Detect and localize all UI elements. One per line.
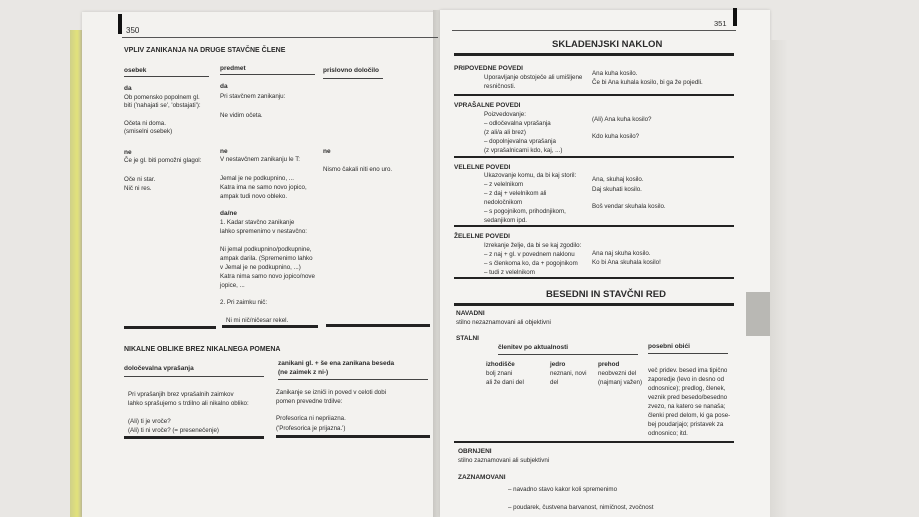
text-line: (Ali) ti ni vroče? (= presenečenje) [128, 427, 219, 434]
example-line: Boš vendar skuhala kosilo. [592, 203, 666, 210]
text-line: – z naj + gl. v povednem naklonu [484, 251, 575, 258]
text-line: – s pogojnikom, prihodnjikom, [484, 208, 566, 215]
section-rule [124, 436, 264, 439]
block-label: VPRAŠALNE POVEDI [454, 102, 521, 109]
column-header: členitev po aktualnosti [498, 344, 569, 351]
text-line: Oče ni star. [124, 176, 156, 183]
text-line: 2. Pri zaimku nič: [220, 299, 268, 306]
text-line: – poudarek, čustvena barvanost, nimičnost, zvočnost [508, 504, 654, 511]
text-line: V nestavčnem zanikanju le T: [220, 156, 301, 163]
ne-label: ne [220, 148, 228, 155]
text-line: odnosnice); predlog, členek, [648, 385, 726, 392]
column-rule [278, 379, 428, 380]
text-line: ampak tudi novo obleko. [220, 193, 288, 200]
section-rule [276, 435, 430, 438]
text-line: ali že dani del [486, 379, 524, 386]
column-header: (ne zaimek z ni-) [278, 369, 329, 376]
text-line: Ob pomensko popolnem gl. [124, 94, 200, 101]
block-label: OBRNJENI [458, 448, 492, 455]
sub-header: jedro [550, 361, 566, 368]
text-line: – z daj + velelnikom ali [484, 190, 547, 197]
example-line: Če bi Ana kuhala kosilo, bi ga že pojedli. [592, 79, 703, 86]
text-line: več pridev. besed ima tipično [648, 367, 728, 374]
block-rule [454, 225, 734, 227]
ne-label: ne [323, 148, 331, 155]
column-rule [648, 353, 728, 354]
text-line: Ukazovanje komu, da bi kaj storil: [484, 172, 577, 179]
text-line: Pri stavčnem zanikanju: [220, 93, 286, 100]
text-line: neznani, novi [550, 370, 587, 377]
example-line: Daj skuhati kosilo. [592, 186, 642, 193]
heading-rule [454, 53, 734, 56]
section-heading: BESEDNI IN STAVČNI RED [546, 289, 666, 300]
text-line: resničnosti. [484, 83, 516, 90]
text-line: – tudi z velelnikom [484, 269, 535, 276]
text-line: sedanjikom ipd. [484, 217, 527, 224]
block-label: ZAZNAMOVANI [458, 474, 506, 481]
column-header: prislovno določilo [323, 67, 379, 74]
example-line: (Ali) Ana kuha kosilo? [592, 116, 652, 123]
text-line: – navadno stavo kakor koli spremenimo [508, 486, 618, 493]
text-line: v Jemal je ne podkupnino, ...) [220, 264, 301, 271]
sub-header: izhodišče [486, 361, 515, 368]
example-line: Ana, skuhaj kosilo. [592, 176, 644, 183]
text-line: (najmanj važen) [598, 379, 643, 386]
dane-label: da/ne [220, 210, 237, 217]
page-marker-bar [733, 8, 737, 26]
heading-rule [454, 303, 734, 306]
text-line: (z ali/a ali brez) [484, 129, 526, 136]
column-rule [124, 376, 264, 377]
header-rule [122, 37, 438, 38]
block-label: ŽELELNE POVEDI [454, 233, 510, 240]
text-line: Izrekanje želje, da bi se kaj zgodilo: [484, 242, 582, 249]
text-line: lahko spremenimo v nestavčno: [220, 228, 308, 235]
text-line: biti ('nahajati se', 'obstajati'): [124, 102, 201, 109]
column-header: predmet [220, 65, 246, 72]
text-line: lahko sprašujemo s trdilno ali nikalno obliko: [128, 400, 249, 407]
text-line: – s členkoma ko, da + pogojnikom [484, 260, 578, 267]
text-line: ampak darila. (Spremenimo lahko [220, 255, 313, 262]
section-rule [124, 326, 216, 329]
ne-label: ne [124, 149, 132, 156]
text-line: del [550, 379, 559, 386]
column-rule [220, 74, 315, 75]
section-rule [326, 324, 430, 327]
text-line: ('Profesorica je prijazna.') [276, 425, 346, 432]
text-line: 1. Kadar stavčno zanikanje [220, 219, 295, 226]
text-line: Poizvedovanje: [484, 111, 526, 118]
page-tab-marker [746, 292, 770, 336]
block-rule [454, 94, 734, 96]
text-line: bej poudarjajo; pristavek za [648, 421, 724, 428]
da-label: da [124, 85, 132, 92]
da-label: da [220, 83, 228, 90]
text-line: (Ali) ti je vroče? [128, 418, 171, 425]
text-line: členki pred delom, ki ga pose- [648, 412, 731, 419]
column-rule [498, 354, 638, 355]
block-rule [454, 277, 734, 279]
text-line: – odločevalna vprašanja [484, 120, 551, 127]
section-title: VPLIV ZANIKANJA NA DRUGE STAVČNE ČLENE [124, 47, 286, 54]
block-rule [454, 156, 734, 158]
page-edge-left [70, 30, 82, 517]
block-label: VELELNE POVEDI [454, 164, 511, 171]
text-line: – dopolnjevalna vprašanja [484, 138, 556, 145]
page-marker-bar [118, 14, 122, 34]
example-line: Ko bi Ana skuhala kosilo! [592, 259, 661, 266]
block-label: NAVADNI [456, 310, 485, 317]
text-line: nedoločnikom [484, 199, 523, 206]
sub-header: prehod [598, 361, 620, 368]
text-line: Katra nima samo novo jopico/nove [220, 273, 315, 280]
text-line: Ne vidim očeta. [220, 112, 263, 119]
example-line: Ana kuha kosilo. [592, 70, 638, 77]
block-label: STALNI [456, 335, 479, 342]
text-line: Pri vprašanjih brez vprašalnih zaimkov [128, 391, 234, 398]
left-page-number: 350 [126, 26, 140, 35]
text-line: Ni mi nič/ničesar rekel. [226, 317, 289, 324]
text-line: – z velelnikom [484, 181, 524, 188]
text-line: Zanikanje se izniči in poved v celoti dobi [276, 389, 387, 396]
section-title: NIKALNE OBLIKE BREZ NIKALNEGA POMENA [124, 346, 281, 353]
text-line: Če je gl. biti pomožni glagol: [124, 157, 202, 164]
text-line: Ni jemal podkupnino/podkupnine, [220, 246, 312, 253]
text-line: Očeta ni doma. [124, 120, 166, 127]
block-label: PRIPOVEDNE POVEDI [454, 65, 523, 72]
text-line: odnosnico; itd. [648, 430, 688, 437]
column-rule [124, 76, 209, 77]
example-line: Kdo kuha kosilo? [592, 133, 640, 140]
right-page-number: 351 [714, 19, 727, 28]
column-header: posebni obići [648, 343, 690, 350]
text-line: pomen prevedne trdilve: [276, 398, 343, 405]
text-line: neobvezni del [598, 370, 637, 377]
page-edge-right [770, 40, 788, 517]
text-line: stilno nezaznamovani ali objektivni [456, 319, 551, 326]
section-rule [222, 325, 318, 328]
text-line: zaporedje (levo in desno od [648, 376, 725, 383]
text-line: Nismo čakali niti eno uro. [323, 166, 393, 173]
column-header: zanikani gl. + še ena zanikana beseda [278, 360, 395, 367]
text-line: jopice, ... [220, 282, 245, 289]
block-rule [454, 441, 734, 443]
text-line: Profesorica ni nepriiazna. [276, 415, 346, 422]
column-rule [323, 78, 383, 79]
text-line: Uporavljanje obstoječe ali umišljene [484, 74, 583, 81]
text-line: veznik pred besedo/besedno [648, 394, 728, 401]
text-line: (z vprašalnicami kdo, kaj, ...) [484, 147, 563, 154]
text-line: (smiselni osebek) [124, 128, 173, 135]
column-header: določevalna vprašanja [124, 365, 194, 372]
header-rule [452, 30, 736, 31]
column-header: osebek [124, 67, 147, 74]
text-line: bolj znani [486, 370, 513, 377]
text-line: Jemal je ne podkupnino, ... [220, 175, 294, 182]
text-line: Katra ima ne samo novo jopico, [220, 184, 307, 191]
example-line: Ana naj skuha kosilo. [592, 250, 651, 257]
text-line: zvezo, na katero se nanaša; [648, 403, 726, 410]
text-line: Nič ni res. [124, 185, 152, 192]
section-heading: SKLADENJSKI NAKLON [552, 39, 663, 50]
text-line: stilno zaznamovani ali subjektivni [458, 457, 550, 464]
